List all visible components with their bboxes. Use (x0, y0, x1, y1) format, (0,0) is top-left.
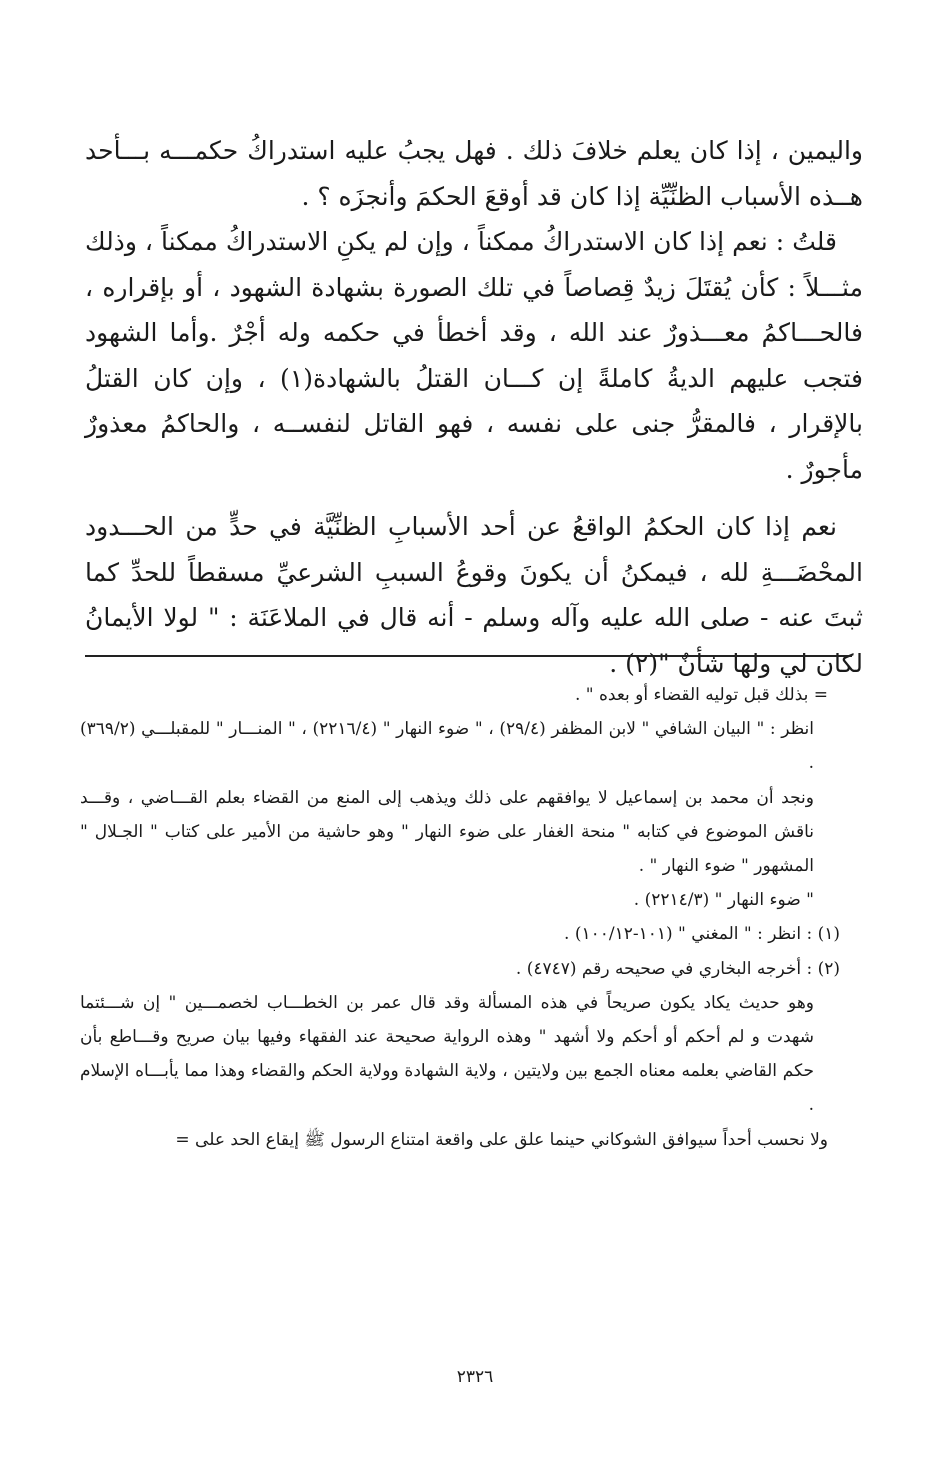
page-number: ٢٣٢٦ (456, 1367, 494, 1387)
footnote-paragraph: " ضوء النهار " (٢٢١٤/٣) . (633, 890, 814, 911)
footnote-paragraph: ونجد أن محمد بن إسماعيل لا يوافقهم على ذلك ويذهب إلى المنع من القضاء بعلم القـــاضي ، وقـــد ناقش الموضوع في كتابه " منحة الغفار على ضوء النهار " وهو حاشية من الأمير على كتاب " الجـلال " المشهور " ضوء النهار " . (80, 787, 814, 877)
paragraph: نعم إذا كان الحكمُ الواقعُ عن أحد الأسبابِ الظنِّيَّة في حدٍّ من الحـــدود المحْضَـــةِ لله ، فيمكنُ أن يكونَ وقوعُ السببِ الشرعيِّ مسقطاً للحدِّ كما ثبتَ عنه - صلى الله عليه وآله وسلم - أنه قال في الملاعَنَة : " لولا الأيمانُ لكان لي ولها شأنٌ "(٢) . (85, 512, 863, 678)
paragraph: واليمين ، إذا كان يعلم خلافَ ذلك . فهل يجبُ عليه استدراكُ حكمـــه بـــأحد هــذه الأسباب الظنِّيِّة إذا كان قد أوقعَ الحكمَ وأنجزَه ؟ . (85, 136, 864, 211)
footnote-1: (١) : انظر : " المغني " (١٠١-١٠٠/١٢) . (564, 924, 840, 945)
footnote-last-line: ولا نحسب أحداً سيوافق الشوكاني حينما علق على واقعة امتناع الرسول ﷺ إيقاع الحد على = (175, 1129, 828, 1150)
main-text (85, 128, 863, 686)
footnote-2: (٢) : أخرجه البخاري في صحيحه رقم (٤٧٤٧) . (515, 958, 840, 979)
footnote-paragraph: وهو حديث يكاد يكون صريحاً في هذه المسألة وقد قال عمر بن الخطـــاب لخصمـــين " إن شـــئتما شهدت و لم أحكم أو أحكم ولا أشهد " وهذه الرواية صحيحة عند الفقهاء وفيها بيان صريح وقـــاطع بأن حكم القاضي بعلمه معناه الجمع بين ولايتين ، ولاية الشهادة وولاية الحكم والقضاء وهذا مما يأبـــاه الإسلام . (80, 992, 814, 1116)
paragraph: قلتُ : نعم إذا كان الاستدراكُ ممكناً ، وإن لم يكنِ الاستدراكُ ممكناً ، وذلك مثـــلاً : كأن يُقتَلَ زيدٌ قِصاصاً في تلك الصورة بشهادة الشهود ، أو بإقراره ، فالحـــاكمُ معـــذورٌ عند الله ، وقد أخطأ في حكمه وله أجْرٌ .وأما الشهود فتجب عليهم الديةُ كاملةً إن كـــان القتلُ بالشهادة(١) ، وإن كان القتلُ بالإقرار ، فالمقرُّ جنى على نفسه ، فهو القاتل لنفســه ، والحاكمُ معذورٌ مأجورٌ . (85, 227, 863, 484)
footnotes (80, 678, 840, 1157)
footnote-separator (85, 655, 852, 657)
footnote-paragraph: انظر : " البيان الشافي " لابن المظفر (٢٩/٤) ، " ضوء النهار " (٢٢١٦/٤) ، " المنـــار " للمقبلـــي (٣٦٩/٢) . (80, 719, 815, 774)
footnote-continuation: = بذلك قبل توليه القضاء أو بعده " . (574, 685, 828, 705)
